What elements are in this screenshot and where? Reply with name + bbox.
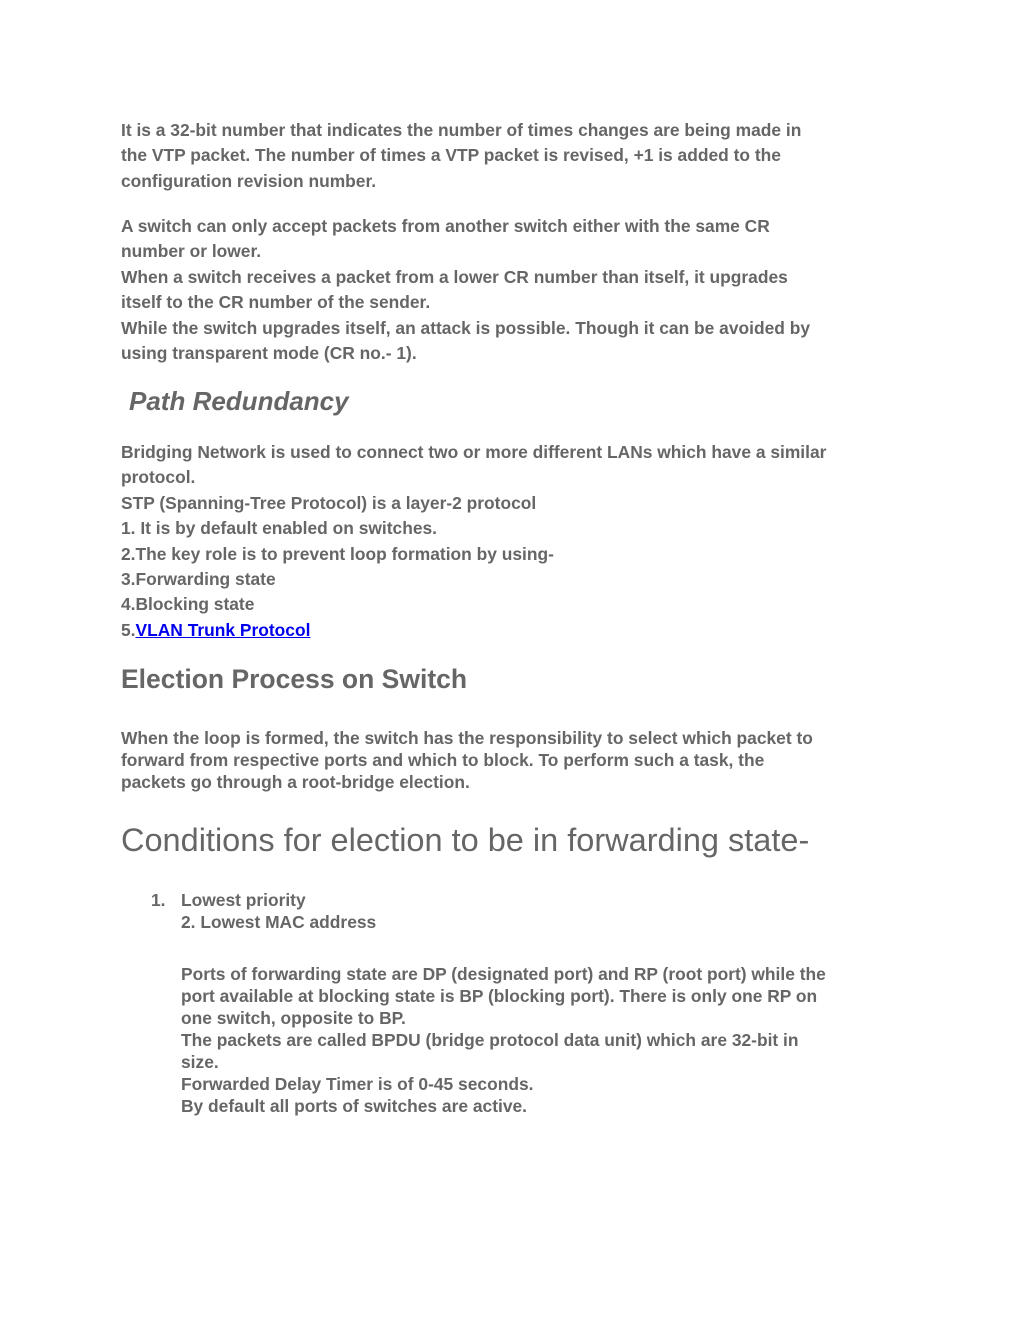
text-line: 1. It is by default enabled on switches. [121,518,438,539]
text-line: 2.The key role is to prevent loop formation by using- [121,543,554,564]
paragraph-cr-number [121,214,911,366]
text-line-with-link [121,618,911,643]
list-item-content [181,889,911,933]
text-line: size. [181,1052,219,1072]
list-item-line: Lowest priority [181,890,306,910]
paragraph-loop-formed [121,727,911,793]
list-number: 1. [151,890,166,910]
text-line: port available at blocking state is BP (blocking port). There is only one RP on [181,986,818,1006]
text-line: While the switch upgrades itself, an attack is possible. Though it can be avoided by [121,317,810,338]
text-line: By default all ports of switches are active. [181,1096,527,1116]
text-line: Forwarded Delay Timer is of 0-45 seconds. [181,1074,534,1094]
paragraph-ports [181,963,911,1117]
text-line: It is a 32-bit number that indicates the number of times changes are being made in [121,120,802,140]
text-line: Ports of forwarding state are DP (designated port) and RP (root port) while the [181,964,826,984]
text-line: configuration revision number. [121,170,377,191]
text-line: STP (Spanning-Tree Protocol) is a layer-2 protocol [121,492,537,513]
heading-election-process: Election Process on Switch [121,664,468,694]
text-line: packets go through a root-bridge election. [121,772,470,792]
text-line: number or lower. [121,241,262,262]
paragraph-config-revision [121,118,911,194]
text-line: A switch can only accept packets from another switch either with the same CR [121,216,770,236]
text-line: using transparent mode (CR no.- 1). [121,343,417,364]
text-line: 3.Forwarding state [121,569,276,590]
text-line: When a switch receives a packet from a lower CR number than itself, it upgrades [121,266,788,287]
item-number: 5. [121,619,136,640]
text-line: Bridging Network is used to connect two or more different LANs which have a similar [121,442,827,462]
vlan-trunk-protocol-link[interactable]: VLAN Trunk Protocol [135,619,311,640]
text-line: protocol. [121,467,196,488]
text-line: The packets are called BPDU (bridge protocol data unit) which are 32-bit in [181,1030,799,1050]
text-line: itself to the CR number of the sender. [121,292,431,313]
text-line: forward from respective ports and which to block. To perform such a task, the [121,750,765,770]
paragraph-bridging-network [121,440,911,643]
text-line: one switch, opposite to BP. [181,1008,406,1028]
heading-conditions: Conditions for election to be in forwarding state- [121,822,810,858]
text-line: When the loop is formed, the switch has the responsibility to select which packet to [121,728,813,748]
text-line: the VTP packet. The number of times a VTP packet is revised, +1 is added to the [121,145,781,166]
list-item-line: 2. Lowest MAC address [181,912,377,932]
text-line: 4.Blocking state [121,594,255,615]
heading-path-redundancy: Path Redundancy [129,386,349,416]
